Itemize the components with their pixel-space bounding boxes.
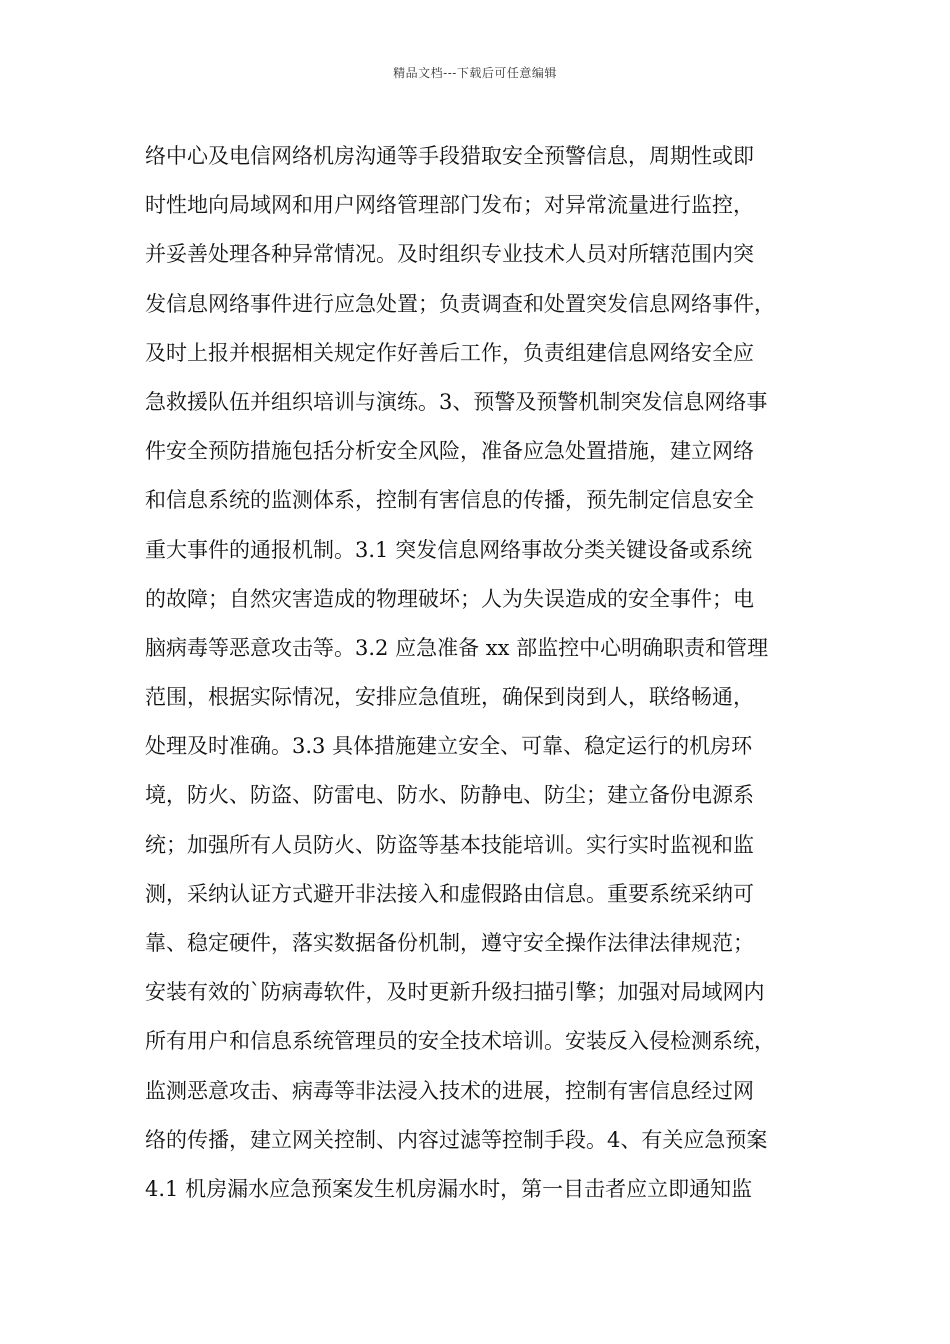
text-line: 发信息网络事件进行应急处置；负责调查和处置突发信息网络事件， — [145, 291, 775, 316]
text-line: 件安全预防措施包括分析安全风险，准备应急处置措施，建立网络 — [145, 439, 754, 464]
body-text — [145, 132, 815, 1214]
text-line: 测，采纳认证方式避开非法接入和虚假路由信息。重要系统采纳可 — [145, 881, 754, 906]
text-line: 和信息系统的监测体系，控制有害信息的传播，预先制定信息安全 — [145, 488, 754, 513]
text-line: 并妥善处理各种异常情况。及时组织专业技术人员对所辖范围内突 — [145, 242, 754, 267]
text-line: 统；加强所有人员防火、防盗等基本技能培训。实行实时监视和监 — [145, 832, 754, 857]
text-line: 及时上报并根据相关规定作好善后工作，负责组建信息网络安全应 — [145, 340, 754, 365]
text-line: 范围，根据实际情况，安排应急值班，确保到岗到人，联络畅通， — [145, 685, 754, 710]
text-line: 4.1 机房漏水应急预案发生机房漏水时，第一目击者应立即通知监 — [145, 1176, 753, 1201]
text-line: 所有用户和信息系统管理员的安全技术培训。安装反入侵检测系统， — [145, 1029, 775, 1054]
text-line: 时性地向局域网和用户网络管理部门发布；对异常流量进行监控， — [145, 193, 754, 218]
text-line: 处理及时准确。3.3 具体措施建立安全、可靠、稳定运行的机房环 — [145, 734, 753, 759]
text-line: 监测恶意攻击、病毒等非法浸入技术的进展，控制有害信息经过网 — [145, 1078, 754, 1103]
text-line: 境，防火、防盗、防雷电、防水、防静电、防尘；建立备份电源系 — [145, 783, 754, 808]
text-line: 络的传播，建立网关控制、内容过滤等控制手段。4、有关应急预案 — [145, 1127, 768, 1152]
text-line: 急救援队伍并组织培训与演练。3、预警及预警机制突发信息网络事 — [145, 389, 768, 414]
text-line: 络中心及电信网络机房沟通等手段猎取安全预警信息，周期性或即 — [145, 144, 754, 168]
page-header: 精品文档---下载后可任意编辑 — [393, 66, 557, 80]
text-line: 安装有效的`防病毒软件，及时更新升级扫描引擎；加强对局域网内 — [145, 980, 765, 1005]
text-line: 的故障；自然灾害造成的物理破坏；人为失误造成的安全事件；电 — [145, 586, 754, 611]
text-line: 脑病毒等恶意攻击等。3.2 应急准备 xx 部监控中心明确职责和管理 — [145, 635, 769, 660]
text-line: 重大事件的通报机制。3.1 突发信息网络事故分类关键设备或系统 — [145, 537, 753, 562]
text-line: 靠、稳定硬件，落实数据备份机制，遵守安全操作法律法律规范； — [145, 931, 754, 955]
